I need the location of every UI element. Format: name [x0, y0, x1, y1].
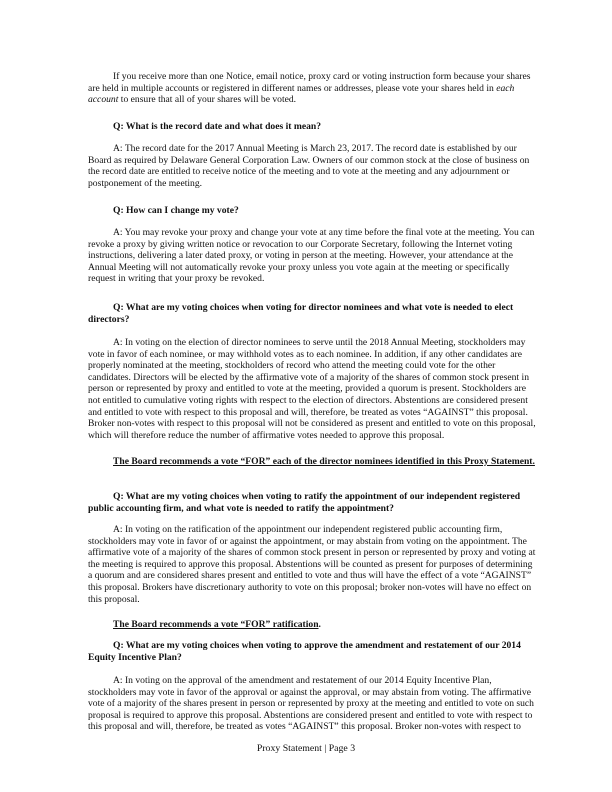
- question-change-vote: Q: How can I change my vote?: [113, 205, 239, 216]
- recommendation-ratification-period: .: [318, 619, 321, 630]
- question-director-nominees: Q: What are my voting choices when voting for director nominees and what vote is needed to elect directors?: [88, 302, 514, 325]
- recommendation-ratification: [88, 619, 538, 631]
- recommendation-ratification-text: The Board recommends a vote “FOR” ratification: [113, 619, 319, 630]
- question-ratify-accounting-firm: Q: What are my voting choices when voting to ratify the appointment of our independent registered public accounting firm, and what vote is needed to ratify the appointment?: [88, 491, 521, 514]
- answer-record-date: A: The record date for the 2017 Annual Meeting is March 23, 2017. The record date is established by our Board as required by Delaware General Corporation Law. Owners of our common stock at the close of business on the record date are entitled to receive notice of the meeting and to vote at the meeting and any adjournment or postponement of the meeting.: [88, 143, 530, 189]
- recommendation-director-nominees: The Board recommends a vote “FOR” each of the director nominees identified in this Proxy Statement.: [113, 456, 535, 467]
- intro-paragraph: [88, 71, 538, 106]
- answer-equity-incentive-plan: A: In voting on the approval of the amendment and restatement of our 2014 Equity Incentive Plan, stockholders may vote in favor of the approval or against the approval, or may abstain from voting. The affirmative vote of a majority of the shares present in person or represented by proxy at the meeting and entitled to vote on such proposal is required to approve this proposal. Abstentions are considered present and entitled to vote with respect to this proposal and will, therefore, be treated as votes “AGAINST” this proposal. Broker non-votes with respect to: [88, 675, 534, 733]
- page-footer: Proxy Statement | Page 3: [256, 743, 356, 754]
- question-equity-incentive-plan: Q: What are my voting choices when voting to approve the amendment and restatement of our 2014 Equity Incentive Plan?: [88, 640, 521, 663]
- answer-change-vote: A: You may revoke your proxy and change your vote at any time before the final vote at the meeting. You can revoke a proxy by giving written notice or revocation to our Corporate Secretary, following the Internet voting instructions, delivering a later dated proxy, or voting in person at the meeting. However, your attendance at the Annual Meeting will not automatically revoke your proxy unless you vote again at the meeting or specifically request in writing that your proxy be revoked.: [88, 227, 535, 285]
- intro-text-italic: each account: [88, 82, 515, 106]
- intro-text-before: If you receive more than one Notice, email notice, proxy card or voting instruction form because your shares are held in multiple accounts or registered in different names or addresses, please vote your shares held in: [88, 71, 531, 94]
- intro-text-after: to ensure that all of your shares will be voted.: [118, 94, 297, 106]
- answer-ratify-accounting-firm: A: In voting on the ratification of the appointment our independent registered public accounting firm, stockholders may vote in favor of or against the appointment, or may abstain from voting on the appointment. The affirmative vote of a majority of the shares of common stock present in person or represented by proxy and voting at the meeting is required to approve this proposal. Abstentions will be counted as present for purposes of determining a quorum and are considered shares present and entitled to vote and thus will have the effect of a vote “AGAINST” this proposal. Brokers have discretionary authority to vote on this proposal; broker non-votes will have no effect on this proposal.: [88, 524, 536, 605]
- question-record-date: Q: What is the record date and what does it mean?: [113, 121, 322, 132]
- answer-director-nominees: A: In voting on the election of director nominees to serve until the 2018 Annual Meeting, stockholders may vote in favor of each nominee, or may withhold votes as to each nominee. In addition, if any other candidates are properly nominated at the meeting, stockholders of record who attend the meeting could vote for the other candidates. Directors will be elected by the affirmative vote of a majority of the shares of common stock present in person or represented by proxy and entitled to vote at the meeting, provided a quorum is present. Stockholders are not entitled to cumulative voting rights with respect to the election of directors. Abstentions are considered present and entitled to vote with respect to this proposal and will, therefore, be treated as votes “AGAINST” this proposal. Broker non-votes with respect to this proposal will not be considered as present and entitled to vote on this proposal, which will therefore reduce the number of affirmative votes needed to approve this proposal.: [88, 337, 536, 441]
